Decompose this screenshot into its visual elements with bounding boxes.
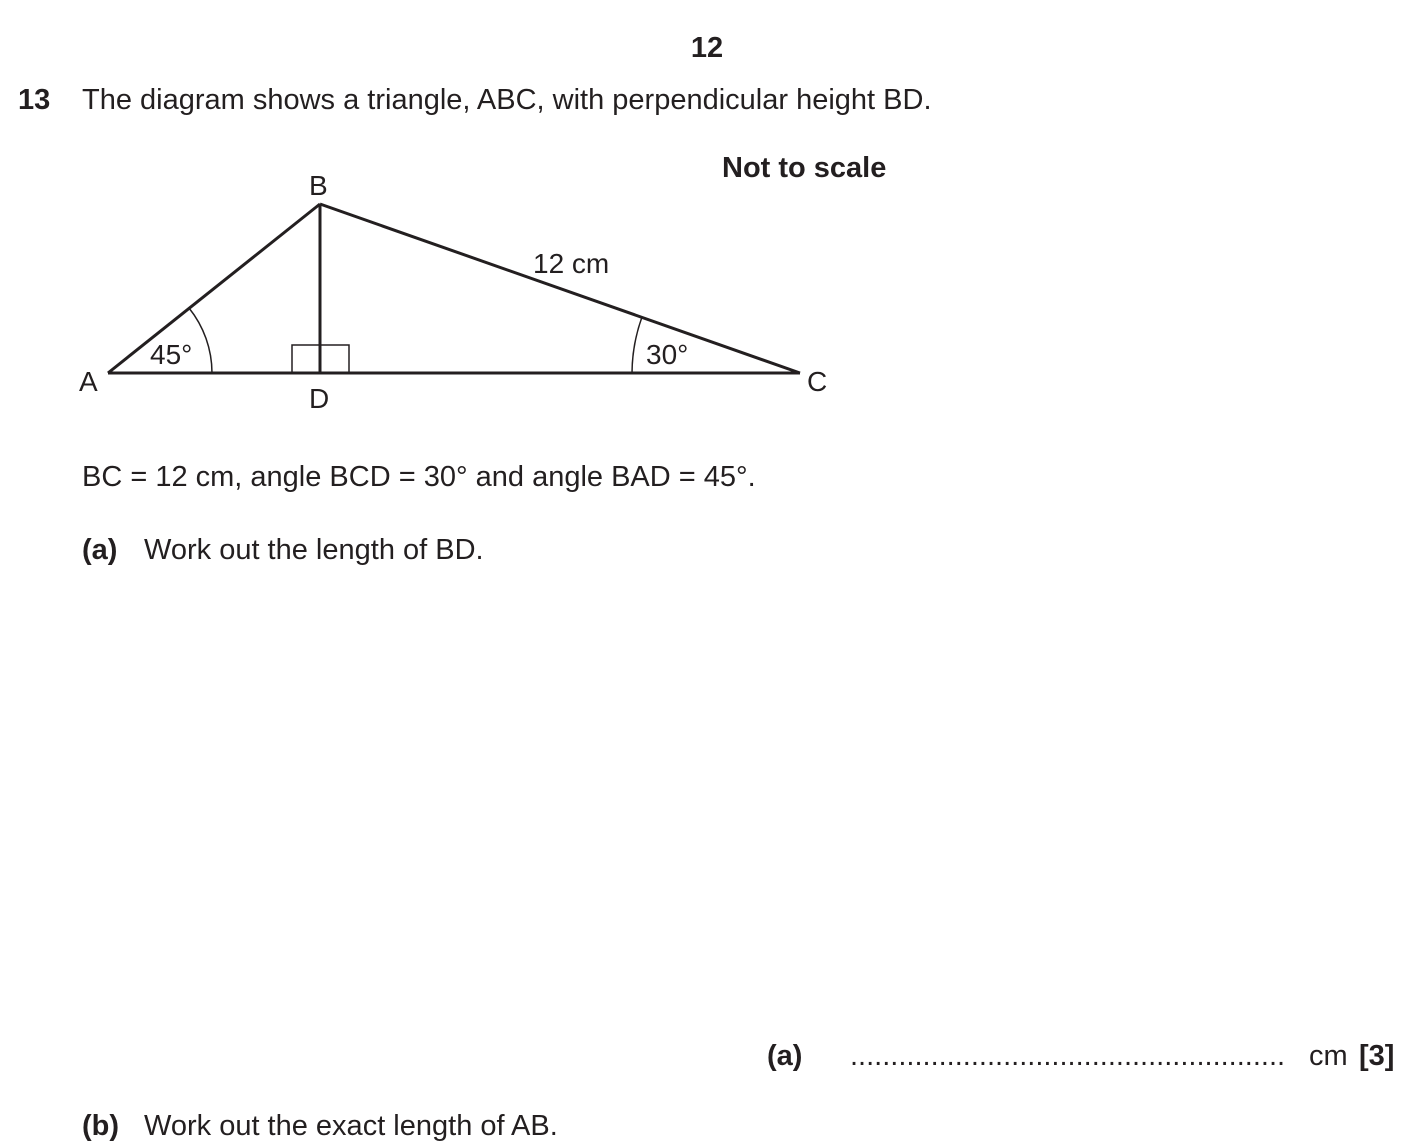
part-a-answer-label: (a) [767, 1040, 803, 1072]
question-number: 13 [18, 84, 51, 116]
angle-label-a: 45° [150, 339, 193, 370]
angle-label-c: 30° [646, 339, 689, 370]
question-text: The diagram shows a triangle, ABC, with perpendicular height BD. [82, 84, 932, 116]
part-b-label: (b) [82, 1110, 120, 1142]
angle-arc-c [632, 317, 642, 373]
vertex-label-a: A [79, 366, 98, 397]
right-angle-mark-left [292, 345, 320, 373]
not-to-scale-note: Not to scale [722, 152, 887, 184]
angle-arc-a [189, 308, 212, 373]
part-a-label: (a) [82, 534, 118, 566]
vertex-label-c: C [807, 366, 828, 397]
side-label-bc: 12 cm [533, 248, 610, 279]
part-a-answer-field[interactable]: ...................................................... [850, 1040, 1286, 1072]
side-ab [108, 204, 320, 373]
part-a-text: Work out the length of BD. [144, 534, 484, 566]
vertex-label-d: D [309, 383, 330, 414]
page-number: 12 [690, 32, 724, 64]
given-information: BC = 12 cm, angle BCD = 30° and angle BAD = 45°. [82, 461, 756, 493]
side-bc [320, 204, 800, 373]
part-b-text: Work out the exact length of AB. [144, 1110, 558, 1142]
part-a-marks: [3] [1359, 1040, 1395, 1072]
part-a-answer-unit: cm [1309, 1040, 1348, 1072]
right-angle-mark-right [320, 345, 349, 373]
vertex-label-b: B [309, 170, 328, 201]
